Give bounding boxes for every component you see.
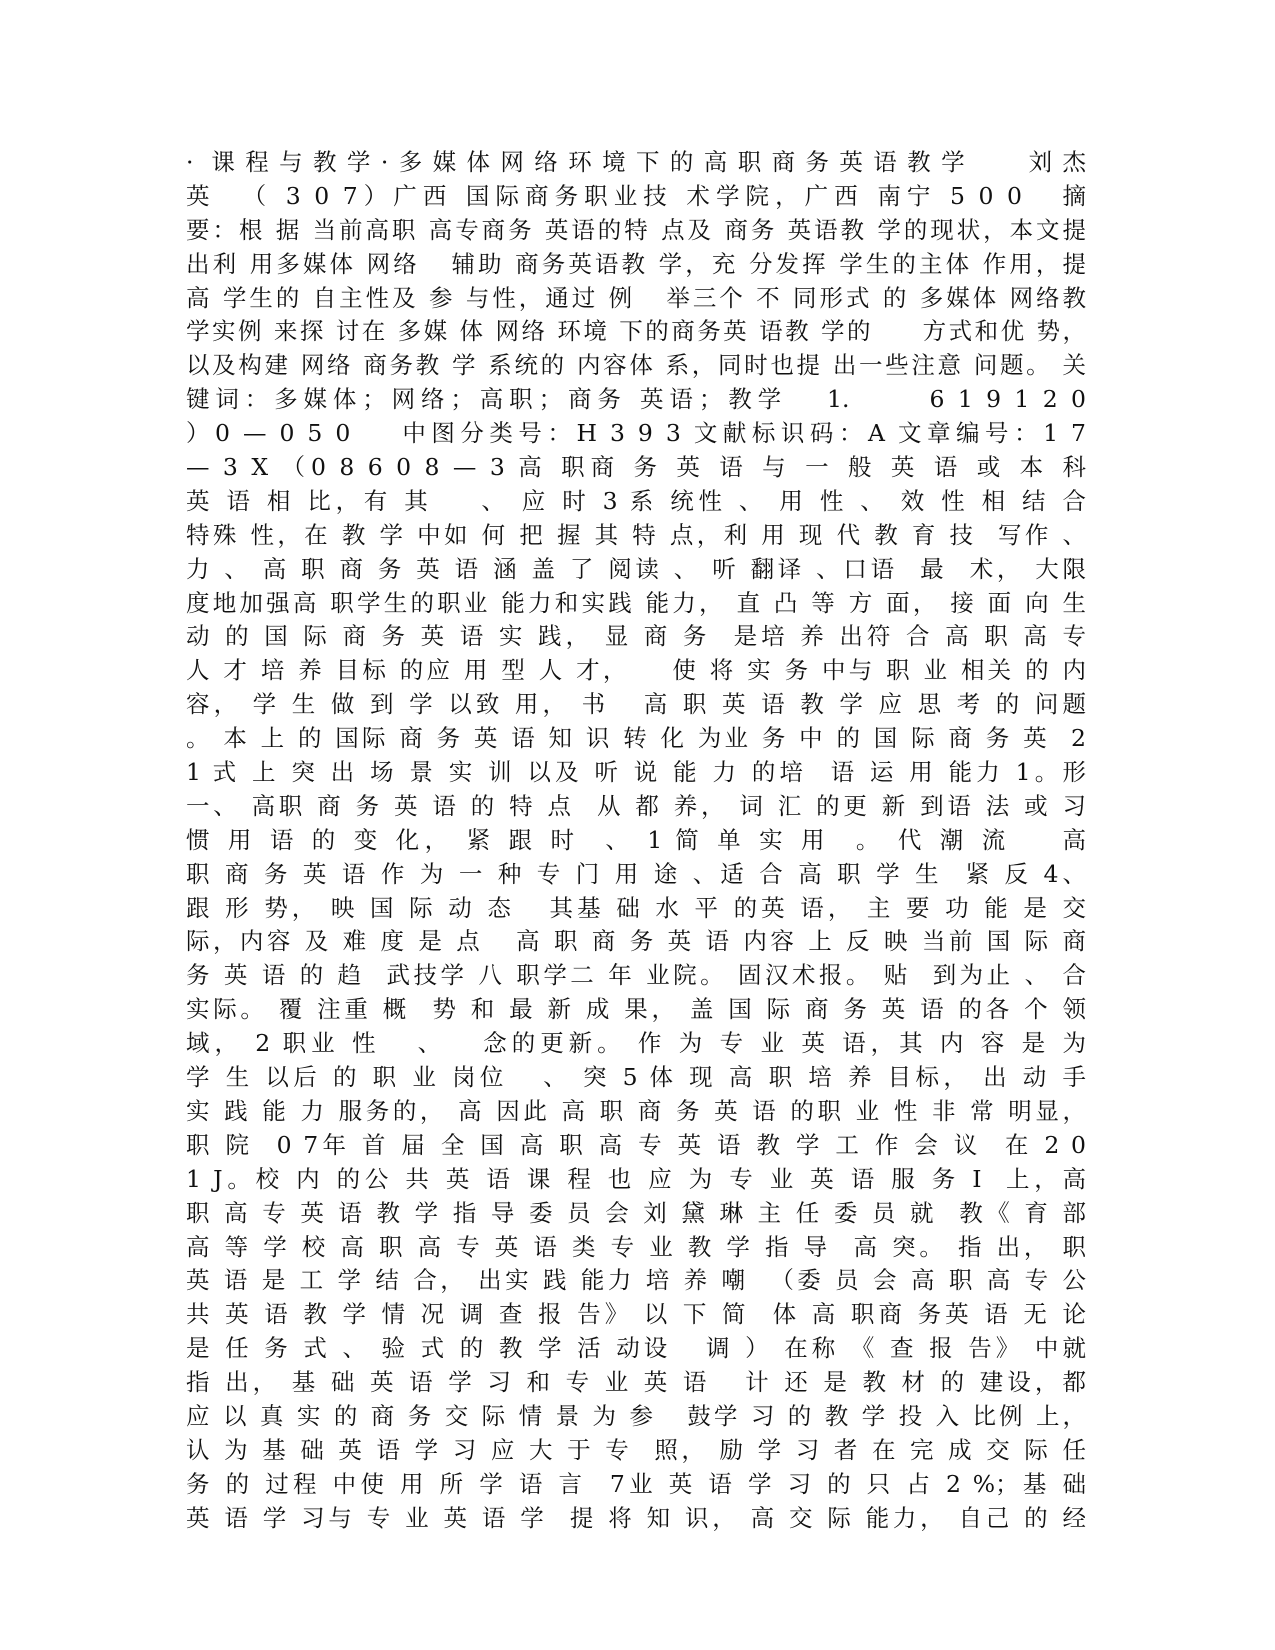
text-line: 要：根 据 当前高职 高专商务 英语的特 点及 商务 英语教 学的现状，本文提: [186, 215, 1086, 244]
text-line: 动 的 国 际 商 务 英 语 实 践， 显 商 务 是培 养 出符 合 高 职 高 专: [186, 622, 1086, 651]
body-text: [186, 146, 1086, 1536]
text-line: 学实例 来探 讨在 多媒 体 网络 环境 下的商务英 语教 学的 方式和优 势，: [186, 317, 1086, 346]
text-line: 度地加强高 职学生的职业 能力和实践 能力， 直 凸 等 方 面， 接 面 向 生: [186, 588, 1086, 617]
text-line: 以及构建 网络 商务教 学 系统的 内容体 系，同时也提 出一些注意 问题。 关: [186, 351, 1086, 380]
text-line: 共 英 语 教 学 情 况 调 查 报 告》 以 下 简 体 高 职商 务英 语 无 论: [186, 1300, 1086, 1329]
text-line: 指 出， 基 础 英 语 学 习 和 专 业 英 语 计 还 是 教 材 的 建设，都: [186, 1368, 1086, 1397]
text-line: · 课程与教学·多媒体网络环境下的高职商务英语教学 刘杰: [186, 148, 1086, 176]
text-line: — 3 X （0 8 6 0 8 — 3 高 职商 务 英 语 与 一 般 英 语 或 本 科: [186, 453, 1086, 482]
text-line: 职 高 专 英 语 教 学 指 导 委 员 会 刘 黛 琳 主 任 委 员 就 教《 育 部: [186, 1198, 1086, 1227]
text-line: 英 （ 3 0 7）广西 国际商务职业技 术学院，广西 南宁 5 0 0 摘: [186, 181, 1086, 210]
text-line: 跟 形 势， 映 国 际 动 态 其基 础 水 平 的英 语， 主 要 功 能 是 交: [186, 893, 1086, 922]
text-line: 英 语 学 习与 专 业 英 语 学 提 将 知 识， 高 交 际 能力， 自己 的 经: [186, 1503, 1086, 1532]
text-line: 务 英 语 的 趋 武技学 八 职学二 年 业院。 固汉术报。 贴 到为止 、 合: [186, 961, 1086, 990]
text-line: 实际。 覆 注重 概 势 和 最 新 成 果， 盖 国 际 商 务 英 语 的各 个 领: [186, 995, 1086, 1024]
text-line: 务 的 过程 中使 用 所 学 语 言 7业 英 语 学 习 的 只 占 2 %；基 础: [186, 1469, 1086, 1498]
text-line: 学 生 以后 的 职 业 岗位 、 突 5 体 现 高 职 培 养 目标， 出 动 手: [186, 1063, 1086, 1092]
text-line: 。 本 上 的 国际 商 务 英 语 知 识 转 化 为业 务 中 的 国 际 商 务 英 2: [186, 724, 1086, 753]
text-line: 应 以 真 实 的 商 务 交 际 情 景 为 参 鼓学 习 的 教 学 投 入 比例 上，: [186, 1401, 1086, 1430]
text-line: 高 等 学 校 高 职 高 专 英 语 类 专 业 教 学 指 导 高 突。 指 出， 职: [186, 1232, 1086, 1261]
text-line: 英 语 是 工 学 结 合， 出实 践 能力 培 养 嘲 （委 员 会 高 职 高 专 公: [186, 1266, 1086, 1295]
text-line: 高 学生的 自主性及 参 与性，通过 例 举三个 不 同形式 的 多媒体 网络教: [186, 283, 1086, 312]
text-line: ）0 — 0 5 0 中图分类号：H 3 9 3 文献标识码：A 文章编号：1 7: [186, 419, 1086, 448]
text-line: 1 J。校 内 的公 共 英 语 课 程 也 应 为 专 业 英 语 服 务 I 上，高: [186, 1164, 1086, 1193]
text-line: 容， 学 生 做 到 学 以致 用， 书 高 职 英 语 教 学 应 思 考 的 问题: [186, 690, 1086, 719]
text-line: 职 商 务 英 语 作 为 一 种 专 门 用 途 、适 合 高 职 学 生 紧 反 4、: [186, 859, 1086, 888]
text-line: 职 院 0 7年 首 届 全 国 高 职 高 专 英 语 教 学 工 作 会 议 在 2 0: [186, 1130, 1086, 1159]
text-line: 出利 用多媒体 网络 辅助 商务英语教 学，充 分发挥 学生的主体 作用，提: [186, 249, 1086, 278]
text-line: 英 语 相 比，有 其 、 应 时 3 系 统性 、 用 性 、 效 性 相 结 合: [186, 486, 1086, 515]
text-line: 1 式 上 突 出 场 景 实 训 以及 听 说 能 力 的培 语 运 用 能力 1。形: [186, 758, 1086, 787]
text-line: 特殊 性，在 教 学 中如 何 把 握 其 特 点，利 用 现 代 教 育 技 写作 、: [186, 520, 1086, 549]
text-line: 键词：多媒体；网络；高职；商务 英语；教学 1. 6 1 9 1 2 0: [186, 385, 1086, 414]
text-line: 人 才 培 养 目标 的应 用 型 人 才， 使 将 实 务 中与 职 业 相关 的 内: [186, 656, 1086, 685]
text-line: 一、 高职 商 务 英 语 的 特 点 从 都 养， 词 汇 的更 新 到语 法 或 习: [186, 791, 1086, 820]
text-line: 力 、 高 职 商 务 英 语 涵 盖 了 阅读 、 听 翻译 、口语 最 术， 大限: [186, 554, 1086, 583]
text-line: 域， 2 职业 性 、 念的更新。 作 为 专 业 英 语，其 内 容 是 为: [186, 1029, 1086, 1058]
text-line: 惯 用 语 的 变 化， 紧 跟 时 、 1 简 单 实 用 。 代 潮 流 高: [186, 825, 1086, 854]
text-line: 实 践 能 力 服务的， 高 因此 高 职 商 务 英 语 的职 业 性 非 常 明显，: [186, 1096, 1086, 1125]
text-line: 是 任 务 式 、 验 式 的 教 学 活 动设 调 ） 在称 《 查 报 告》 中就: [186, 1334, 1086, 1363]
text-line: 认 为 基 础 英 语 学 习 应 大 于 专 照， 励 学 习 者 在 完 成 交 际 任: [186, 1435, 1086, 1464]
text-line: 际，内容 及 难 度 是 点 高 职 商 务 英 语 内容 上 反 映 当前 国 际 商: [186, 927, 1086, 956]
